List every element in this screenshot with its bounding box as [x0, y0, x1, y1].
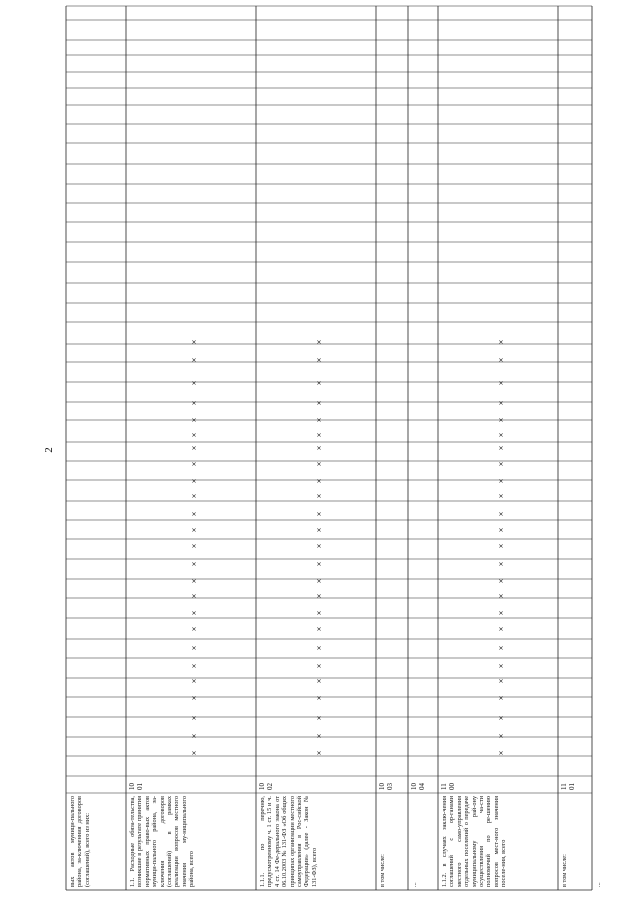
cross-mark-1-1-1-17: ×	[316, 625, 322, 633]
cross-mark-1-1-2-12: ×	[498, 542, 504, 550]
cross-mark-1-1-2-18: ×	[498, 644, 504, 652]
cross-mark-1-1-15: ×	[191, 592, 197, 600]
cross-mark-1-1-19: ×	[191, 662, 197, 670]
cross-mark-1-1-2-23: ×	[498, 732, 504, 740]
data-table	[66, 6, 602, 890]
cross-mark-1-1-2-17: ×	[498, 625, 504, 633]
row-name-1-1-text: 1.1. Расходные обяза-тельства, возникшие в результате принятия нормативных право-вых актов муници-пального района, за-ключения договоров (соглашений) в рамках реализации вопросов местного значения му-ниципального района, всего	[129, 796, 196, 887]
cross-mark-1-1-2-11: ×	[498, 526, 504, 534]
cross-mark-1-1-20: ×	[191, 677, 197, 685]
row-code-1-1-text: 10 01	[128, 783, 144, 790]
cross-mark-1-1-1-4: ×	[316, 416, 322, 424]
row-name-incl-1-text: в том числе:	[379, 854, 386, 887]
cross-mark-1-1-2-14: ×	[498, 577, 504, 585]
cross-mark-1-1-2-22: ×	[498, 714, 504, 722]
row-code-1-1-1-text: 10 02	[258, 783, 274, 790]
cross-mark-1-1-2-20: ×	[498, 677, 504, 685]
cross-mark-1-1-1-7: ×	[316, 460, 322, 468]
cross-mark-1-1-1-2: ×	[316, 379, 322, 387]
cross-mark-1-1-1-18: ×	[316, 644, 322, 652]
cross-mark-1-1-1-6: ×	[316, 444, 322, 452]
cross-mark-1-1-23: ×	[191, 732, 197, 740]
cross-mark-1-1-1-9: ×	[316, 492, 322, 500]
row-code-dots-1	[408, 776, 438, 793]
cross-mark-1-1-1-16: ×	[316, 609, 322, 617]
cross-mark-1-1-22: ×	[191, 714, 197, 722]
cross-mark-1-1-1-8: ×	[316, 477, 322, 485]
cross-mark-1-1-2-13: ×	[498, 560, 504, 568]
cross-mark-1-1-2-5: ×	[498, 431, 504, 439]
row-name-1-1-1	[256, 793, 376, 890]
cross-mark-1-1-1-0: ×	[316, 338, 322, 346]
row-name-incl-1	[376, 793, 408, 890]
cross-mark-1-1-1-13: ×	[316, 560, 322, 568]
cross-mark-1-1-2-2: ×	[498, 379, 504, 387]
cross-mark-1-1-2-7: ×	[498, 460, 504, 468]
row-code-incl-1	[376, 776, 408, 793]
row-name-dots-1-text: ...	[411, 882, 418, 887]
cross-mark-1-1-1-12: ×	[316, 542, 322, 550]
cross-mark-1-1-1-22: ×	[316, 714, 322, 722]
cross-mark-1-1-2-8: ×	[498, 477, 504, 485]
cross-mark-1-1-12: ×	[191, 542, 197, 550]
cross-mark-1-1-2-9: ×	[498, 492, 504, 500]
cross-mark-1-1-1-15: ×	[316, 592, 322, 600]
cross-mark-1-1-1-19: ×	[316, 662, 322, 670]
cross-mark-1-1-5: ×	[191, 431, 197, 439]
cross-mark-1-1-1-1: ×	[316, 356, 322, 364]
cross-mark-1-1-7: ×	[191, 460, 197, 468]
cross-mark-1-1-2-21: ×	[498, 694, 504, 702]
cross-mark-1-1-2-6: ×	[498, 444, 504, 452]
cross-mark-1-1-2-10: ×	[498, 510, 504, 518]
row-code-incl-2-text: 11 01	[560, 783, 576, 790]
cross-mark-1-1-13: ×	[191, 560, 197, 568]
cross-mark-1-1-1-3: ×	[316, 399, 322, 407]
row-code-1-1-1	[256, 776, 376, 793]
row-code-1-1-2	[438, 776, 558, 793]
row-name-continuation	[66, 793, 126, 890]
cross-mark-1-1-9: ×	[191, 492, 197, 500]
cross-mark-1-1-1-5: ×	[316, 431, 322, 439]
cross-mark-1-1-16: ×	[191, 609, 197, 617]
table-cells	[66, 6, 602, 890]
cross-mark-1-1-2-15: ×	[498, 592, 504, 600]
row-code-1-1-2-text: 11 00	[440, 783, 456, 790]
row-code-dots-1-text: 10 04	[410, 783, 426, 790]
cross-mark-1-1-1-21: ×	[316, 694, 322, 702]
row-name-1-1-2	[438, 793, 558, 890]
cross-mark-1-1-2: ×	[191, 379, 197, 387]
cross-mark-1-1-1-20: ×	[316, 677, 322, 685]
cross-mark-1-1-4: ×	[191, 416, 197, 424]
row-code-1-1	[126, 776, 256, 793]
cross-mark-1-1-6: ×	[191, 444, 197, 452]
cross-mark-1-1-2-3: ×	[498, 399, 504, 407]
row-code-incl-2	[558, 776, 592, 793]
row-name-incl-2	[558, 793, 592, 890]
cross-mark-1-1-24: ×	[191, 749, 197, 757]
page-number-text: 2	[43, 447, 55, 453]
page-number	[39, 440, 59, 460]
cross-mark-1-1-1-23: ×	[316, 732, 322, 740]
row-name-dots-2-text: ...	[595, 882, 602, 887]
cross-mark-1-1-1-14: ×	[316, 577, 322, 585]
cross-mark-1-1-11: ×	[191, 526, 197, 534]
cross-mark-1-1-1: ×	[191, 356, 197, 364]
cross-mark-1-1-14: ×	[191, 577, 197, 585]
row-code-incl-1-text: 10 03	[378, 783, 394, 790]
row-name-incl-2-text: в том числе:	[561, 854, 568, 887]
cross-mark-1-1-18: ×	[191, 644, 197, 652]
cross-mark-1-1-2-16: ×	[498, 609, 504, 617]
row-name-dots-1	[408, 793, 438, 890]
cross-mark-1-1-21: ×	[191, 694, 197, 702]
cross-mark-1-1-1-24: ×	[316, 749, 322, 757]
cross-mark-1-1-2-4: ×	[498, 416, 504, 424]
row-name-continuation-text: вых актов муници-пального района, за-ключенния договоров (соглашений), всего из них:	[69, 796, 91, 887]
cross-mark-1-1-2-0: ×	[498, 338, 504, 346]
cross-mark-1-1-17: ×	[191, 625, 197, 633]
cross-mark-1-1-10: ×	[191, 510, 197, 518]
row-name-1-1	[126, 793, 256, 890]
cross-mark-1-1-2-24: ×	[498, 749, 504, 757]
row-name-1-1-1-text: 1.1.1. по перечню, предусмотренному ч. 1 ст. 15 и ч. 4 ст. 14 Фе-дерального закона от 06.10.2003 № 131-ФЗ «Об общих принципах организации местного самоуправления в Рос-сийской Федерации» (далее - Закон № 131-ФЗ), всего	[259, 796, 318, 887]
cross-mark-1-1-0: ×	[191, 338, 197, 346]
cross-mark-1-1-1-11: ×	[316, 526, 322, 534]
cross-mark-1-1-3: ×	[191, 399, 197, 407]
cross-mark-1-1-1-10: ×	[316, 510, 322, 518]
row-name-1-1-2-text: 1.1.2. в случаях заклю-чения соглашений с ор-ганами местного само-управления отдельных поселений о передаче муниципальному рай-ону осуществления ча-сти полномочий по ре-шению вопросов мест-ного значения поселе-ния, всего	[441, 796, 508, 887]
cross-mark-1-1-2-1: ×	[498, 356, 504, 364]
cross-mark-1-1-2-19: ×	[498, 662, 504, 670]
cross-mark-1-1-8: ×	[191, 477, 197, 485]
